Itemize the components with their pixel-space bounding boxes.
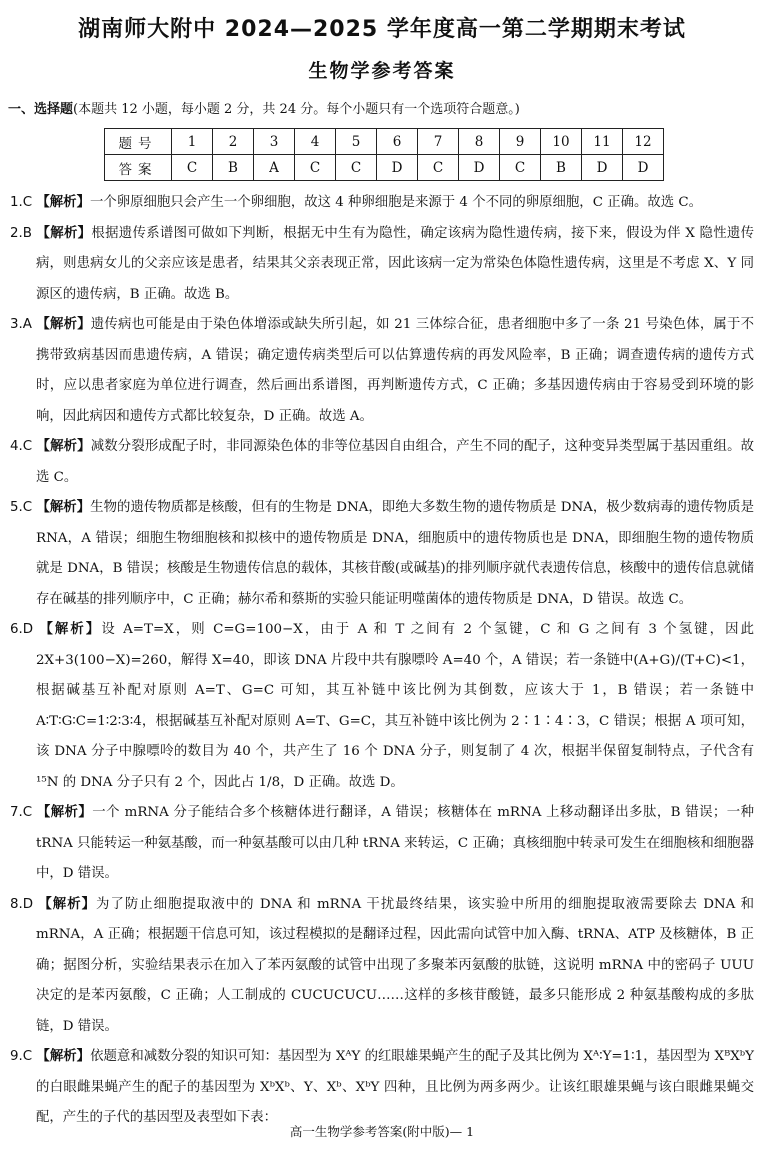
answer-cell: C — [336, 155, 377, 181]
item-tag: 【解析】 — [36, 195, 90, 210]
answer-cell: B — [541, 155, 582, 181]
explanation-item-7 — [10, 798, 754, 890]
answer-table — [104, 128, 664, 181]
page-title: 湖南师大附中 2024—2025 学年度高一第二学期期末考试 — [78, 17, 686, 42]
question-number-cell: 9 — [500, 129, 541, 155]
explanation-item-8 — [10, 890, 754, 1043]
section-label: 一、选择题 — [8, 102, 74, 117]
answer-table-row-answers — [105, 155, 664, 181]
answer-cell: B — [213, 155, 254, 181]
item-answer: D — [22, 896, 34, 912]
explanation-item-5 — [10, 493, 754, 615]
item-answer: C — [22, 439, 33, 454]
item-number: 4. — [10, 439, 23, 454]
explanation-item-3 — [10, 310, 754, 432]
row-label-answer: 答案 — [105, 155, 172, 181]
item-number: 8. — [10, 896, 23, 912]
explanation-item-9 — [10, 1042, 754, 1134]
item-tag: 【解析】 — [36, 439, 91, 454]
item-tag: 【解析】 — [38, 896, 97, 912]
item-number: 7. — [10, 805, 23, 820]
section-note: (本题共 12 小题，每小题 2 分，共 24 分。每个小题只有一个选项符合题意。) — [73, 102, 520, 117]
item-tag: 【解析】 — [39, 622, 102, 637]
answer-cell: C — [172, 155, 213, 181]
question-number-cell: 2 — [213, 129, 254, 155]
item-number: 5. — [10, 500, 23, 515]
question-number-cell: 5 — [336, 129, 377, 155]
explanation-item-4 — [10, 432, 754, 493]
item-answer: B — [22, 225, 32, 241]
question-number-cell: 12 — [623, 129, 664, 155]
item-text: 依题意和减数分裂的知识可知：基因型为 XᴬY 的红眼雄果蝇产生的配子及其比例为 Xᴬ∶Y=1∶1，基因型为 XᴮXᵇY 的白眼雌果蝇产生的配子的基因型为 XᵇXᵇ、Y、Xᵇ、XᵇY 四种，且比例为两多两少。让该红眼雄果蝇与该白眼雌果蝇交配，产生的子代的基因型及表型如下表： — [36, 1049, 754, 1125]
question-number-cell: 7 — [418, 129, 459, 155]
answer-cell: C — [418, 155, 459, 181]
item-number: 9. — [10, 1049, 23, 1064]
item-number: 1. — [10, 195, 23, 210]
section-heading — [8, 98, 520, 117]
answer-cell: D — [377, 155, 418, 181]
item-tag: 【解析】 — [36, 317, 91, 332]
answer-cell: A — [254, 155, 295, 181]
item-number: 3. — [10, 317, 23, 332]
item-number: 2. — [10, 225, 23, 241]
row-label-number: 题号 — [105, 129, 172, 155]
item-text: 一个 mRNA 分子能结合多个核糖体进行翻译，A 错误；核糖体在 mRNA 上移动翻译出多肽，B 错误；一种 tRNA 只能转运一种氨基酸，而一种氨基酸可以由几种 tRNA 来转运，C 正确；真核细胞中转录可发生在细胞核和细胞器中，D 错误。 — [36, 805, 755, 881]
item-text: 为了防止细胞提取液中的 DNA 和 mRNA 干扰最终结果，该实验中所用的细胞提取液需要除去 DNA 和 mRNA，A 正确；根据题干信息可知，该过程模拟的是翻译过程，因此需向试管中加入酶、tRNA、ATP 及核糖体，B 正确；据图分析，实验结果表示在加入了苯丙氨酸的试管中出现了多聚苯丙氨酸的肽链，这说明 mRNA 中的密码子 UUU 决定的是苯丙氨酸，C 正确；人工制成的 CUCUCUCU……这样的多核苷酸链，最多只能形成 2 种氨基酸构成的多肽链，D 错误。 — [36, 896, 754, 1034]
item-tag: 【解析】 — [36, 1049, 91, 1064]
explanation-item-2 — [10, 219, 754, 311]
item-answer: A — [22, 317, 32, 332]
item-answer: C — [22, 500, 33, 515]
item-number: 6. — [10, 622, 23, 637]
item-answer: C — [22, 1049, 33, 1064]
explanation-item-6 — [10, 615, 754, 798]
answer-table-row-numbers — [105, 129, 664, 155]
item-text: 一个卵原细胞只会产生一个卵细胞，故这 4 种卵细胞是来源于 4 个不同的卵原细胞，C 正确。故选 C。 — [89, 195, 703, 210]
item-tag: 【解析】 — [36, 500, 91, 515]
answer-cell: C — [295, 155, 336, 181]
question-number-cell: 8 — [459, 129, 500, 155]
item-text: 遗传病也可能是由于染色体增添或缺失所引起，如 21 三体综合征，患者细胞中多了一条 21 号染色体，属于不携带致病基因而患遗传病，A 错误；确定遗传病类型后可以估算遗传病的再发风险率，B 正确；调查遗传病的遗传方式时，应以患者家庭为单位进行调查，然后画出系谱图，再判断遗传方式，C 正确；多基因遗传病由于容易受到环境的影响，因此病因和遗传方式都比较复杂，D 正确。故选 A。 — [36, 317, 754, 424]
item-tag: 【解析】 — [36, 225, 92, 241]
question-number-cell: 10 — [541, 129, 582, 155]
explanation-item-1 — [10, 188, 754, 219]
answer-cell: D — [582, 155, 623, 181]
answer-cell: C — [500, 155, 541, 181]
item-answer: C — [22, 805, 33, 820]
question-number-cell: 4 — [295, 129, 336, 155]
item-text: 减数分裂形成配子时，非同源染色体的非等位基因自由组合，产生不同的配子，这种变异类型属于基因重组。故选 C。 — [36, 439, 755, 485]
question-number-cell: 3 — [254, 129, 295, 155]
page-subtitle: 生物学参考答案 — [308, 60, 456, 82]
question-number-cell: 11 — [582, 129, 623, 155]
explanation-list — [10, 188, 754, 1134]
item-tag: 【解析】 — [36, 805, 93, 820]
page-footer: 高一生物学参考答案(附中版)— 1 — [289, 1124, 475, 1139]
item-text: 生物的遗传物质都是核酸，但有的生物是 DNA，即绝大多数生物的遗传物质是 DNA，极少数病毒的遗传物质是 RNA，A 错误；细胞生物细胞核和拟核中的遗传物质是 DNA，细胞质中的遗传物质也是 DNA，即细胞生物的遗传物质就是 DNA，B 错误；核酸是生物遗传信息的载体，其核苷酸(或碱基)的排列顺序就代表遗传信息，核酸中的遗传信息就储存在碱基的排列顺序中，C 正确；赫尔希和蔡斯的实验只能证明噬菌体的遗传物质是 DNA，D 错误。故选 C。 — [36, 500, 754, 607]
item-answer: C — [22, 195, 33, 210]
item-text: 根据遗传系谱图可做如下判断，根据无中生有为隐性，确定该病为隐性遗传病，接下来，假设为伴 X 隐性遗传病，则患病女儿的父亲应该是患者，结果其父亲表现正常，因此该病一定为常染色体隐性遗传病，这里是不考虑 X、Y 同源区的遗传病，B 正确。故选 B。 — [36, 225, 755, 302]
answer-cell: D — [623, 155, 664, 181]
question-number-cell: 6 — [377, 129, 418, 155]
item-answer: D — [22, 622, 34, 637]
question-number-cell: 1 — [172, 129, 213, 155]
item-text: 设 A=T=X，则 C=G=100−X，由于 A 和 T 之间有 2 个氢键，C 和 G 之间有 3 个氢键，因此 2X+3(100−X)=260，解得 X=40，即该 DNA 片段中共有腺嘌呤 A=40 个，A 错误；若一条链中(A+G)/(T+C)<1，根据碱基互补配对原则 A=T、G=C 可知，其互补链中该比例为其倒数，应该大于 1，B 错误；若一条链中 A∶T∶G∶C=1∶2∶3∶4，根据碱基互补配对原则 A=T、G=C，其互补链中该比例为 2∶1∶4∶3，C 错误；根据 A 项可知，该 DNA 分子中腺嘌呤的数目为 40 个，共产生了 16 个 DNA 分子，则复制了 4 次，根据半保留复制特点，子代含有¹⁵N 的 DNA 分子只有 2 个，因此占 1/8，D 正确。故选 D。 — [36, 622, 754, 790]
answer-cell: D — [459, 155, 500, 181]
